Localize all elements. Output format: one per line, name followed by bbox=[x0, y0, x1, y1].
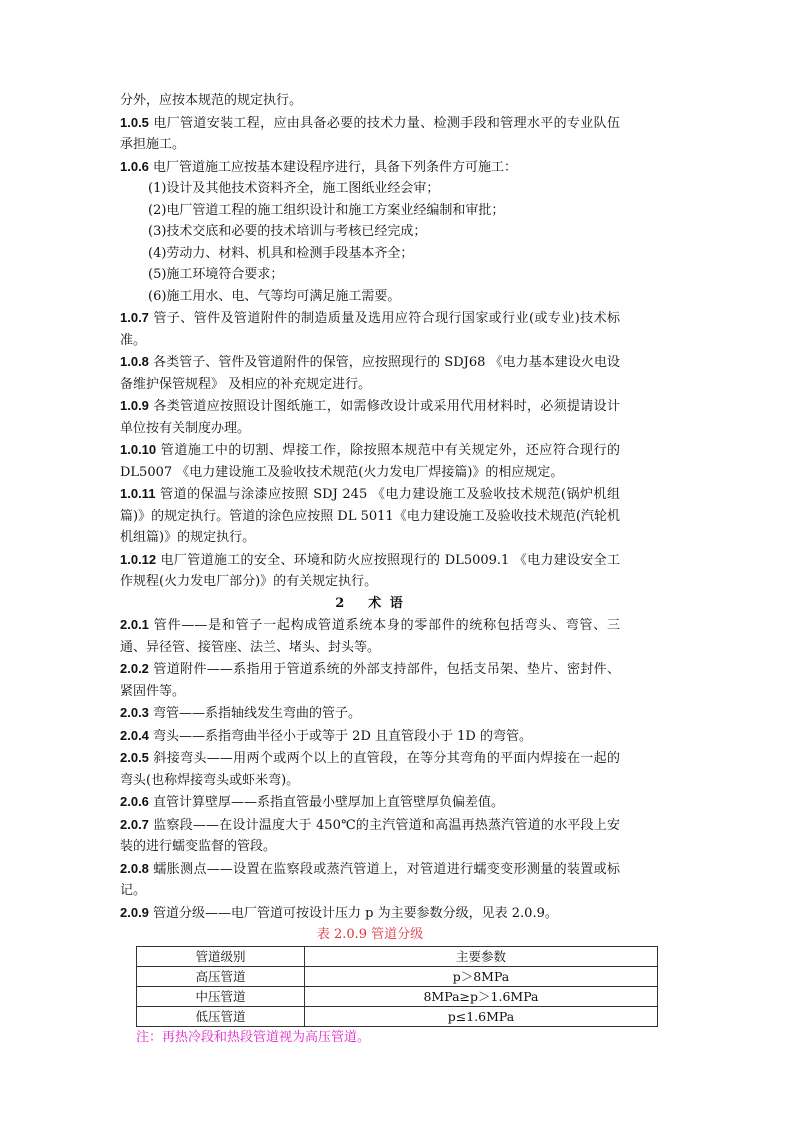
clause-number: 1.0.7 bbox=[120, 310, 149, 325]
term-text: 斜接弯头——用两个或两个以上的直管段，在等分其弯角的平面内焊接在一起的弯头(也称焊接弯头或虾米弯)。 bbox=[120, 751, 620, 788]
term-paragraph bbox=[120, 658, 620, 702]
term-number: 2.0.7 bbox=[120, 816, 149, 832]
clause-text: 电厂管道安装工程，应由具备必要的技术力量、检测手段和管理水平的专业队伍承担施工。 bbox=[120, 115, 620, 152]
table-header-row bbox=[137, 946, 658, 966]
term-number: 2.0.8 bbox=[120, 860, 149, 876]
table-row bbox=[137, 966, 658, 986]
condition-item: (6)施工用水、电、气等均可满足施工需要。 bbox=[148, 288, 401, 304]
term-paragraph bbox=[120, 614, 620, 658]
clause-number: 1.0.11 bbox=[120, 486, 156, 501]
table-caption: 表 2.0.9 管道分级 bbox=[316, 927, 424, 942]
table-cell: 高压管道 bbox=[137, 966, 305, 986]
table-cell: 8MPa≥p＞1.6MPa bbox=[304, 986, 657, 1006]
table-cell: p＞8MPa bbox=[304, 966, 657, 986]
term-number: 2.0.1 bbox=[120, 617, 149, 632]
document-page bbox=[120, 90, 620, 1048]
table-header-cell: 主要参数 bbox=[304, 946, 657, 966]
condition-item: (3)技术交底和必要的技术培训与考核已经完成； bbox=[148, 224, 427, 239]
term-number: 2.0.4 bbox=[120, 727, 149, 743]
clause-text: 管子、管件及管道附件的制造质量及选用应符合现行国家或行业(或专业)技术标准。 bbox=[120, 311, 620, 348]
clause-text: 管道施工中的切割、焊接工作，除按照本规范中有关规定外，还应符合现行的 DL5007 《电力建设施工及验收技术规范(火力发电厂焊接篇)》的相应规定。 bbox=[120, 443, 620, 480]
clause-paragraph bbox=[120, 395, 620, 439]
table-cell: 低压管道 bbox=[137, 1006, 305, 1026]
term-text: 管件——是和管子一起构成管道系统本身的零部件的统称包括弯头、弯管、三通、异径管、接管座、法兰、堵头、封头等。 bbox=[120, 618, 620, 655]
clause-text: 各类管子、管件及管道附件的保管，应按照现行的 SDJ68 《电力基本建设火电设备维护保管规程》 及相应的补充规定进行。 bbox=[120, 355, 620, 392]
term-text: 监察段——在设计温度大于 450℃的主汽管道和高温再热蒸汽管道的水平段上安装的进行蠕变监督的管段。 bbox=[120, 817, 620, 854]
table-row bbox=[137, 986, 658, 1006]
condition-item: (1)设计及其他技术资料齐全，施工图纸业经会审； bbox=[148, 181, 440, 196]
clause-paragraph bbox=[120, 483, 620, 549]
intro-paragraph: 分外，应按本规范的规定执行。 bbox=[120, 93, 303, 108]
table-cell: p≤1.6MPa bbox=[304, 1006, 657, 1026]
section-number: 2 bbox=[335, 595, 347, 611]
pipe-class-table bbox=[136, 946, 658, 1027]
term-number: 2.0.6 bbox=[120, 794, 149, 809]
clauses-group-b bbox=[120, 307, 620, 593]
clause-paragraph bbox=[120, 307, 620, 351]
term-text: 管道附件——系指用于管道系统的外部支持部件，包括支吊架、垫片、密封件、紧固件等。 bbox=[120, 662, 620, 699]
table-note: 注：再热冷段和热段管道视为高压管道。 bbox=[136, 1029, 371, 1045]
term-text: 弯头——系指弯曲半径小于或等于 2D 且直管段小于 1D 的弯管。 bbox=[148, 728, 532, 744]
term-paragraph bbox=[120, 858, 620, 902]
table-row bbox=[137, 1006, 658, 1026]
term-paragraph bbox=[120, 814, 620, 858]
clause-text: 各类管道应按照设计图纸施工，如需修改设计或采用代用材料时，必须提请设计单位按有关制度办理。 bbox=[120, 399, 620, 436]
section-heading bbox=[120, 593, 620, 615]
term-paragraph bbox=[120, 702, 620, 725]
term-paragraph bbox=[120, 725, 620, 748]
clause-number: 1.0.12 bbox=[120, 551, 157, 567]
term-number: 2.0.5 bbox=[120, 750, 149, 765]
clauses-group-a bbox=[120, 112, 620, 179]
table-cell: 中压管道 bbox=[137, 986, 305, 1006]
clause-number: 1.0.5 bbox=[120, 114, 149, 130]
term-paragraph bbox=[120, 902, 620, 925]
clause-text: 电厂管道施工的安全、环境和防火应按照现行的 DL5009.1 《电力建设安全工作规程(火力发电厂部分)》的有关规定执行。 bbox=[120, 552, 620, 589]
clause-text: 管道的保温与涂漆应按照 SDJ 245 《电力建设施工及验收技术规范(锅炉机组篇)》的规定执行。管道的涂色应按照 DL 5011《电力建设施工及验收技术规范(汽轮机机组篇)》的规定执行。 bbox=[120, 487, 620, 545]
term-number: 2.0.9 bbox=[120, 904, 149, 920]
terms-list bbox=[120, 614, 620, 924]
clause-number: 1.0.10 bbox=[120, 442, 157, 457]
term-number: 2.0.3 bbox=[120, 705, 149, 720]
clause-paragraph bbox=[120, 156, 620, 179]
term-paragraph bbox=[120, 791, 620, 814]
clause-paragraph bbox=[120, 549, 620, 593]
term-paragraph bbox=[120, 747, 620, 791]
term-text: 管道分级——电厂管道可按设计压力 p 为主要参数分级，见表 2.0.9。 bbox=[148, 905, 558, 921]
clause-number: 1.0.9 bbox=[120, 398, 149, 413]
clause-text: 电厂管道施工应按基本建设程序进行，具备下列条件方可施工： bbox=[148, 159, 518, 175]
term-text: 直管计算壁厚——系指直管最小壁厚加上直管壁厚负偏差值。 bbox=[148, 795, 505, 810]
term-text: 蠕胀测点——设置在监察段或蒸汽管道上，对管道进行蠕变变形测量的装置或标记。 bbox=[120, 861, 620, 898]
term-text: 弯管——系指轴线发生弯曲的管子。 bbox=[148, 706, 362, 721]
condition-item: (4)劳动力、材料、机具和检测手段基本齐全； bbox=[148, 245, 414, 261]
conditions-list bbox=[120, 178, 620, 307]
section-title: 术 语 bbox=[368, 595, 405, 611]
clause-number: 1.0.6 bbox=[120, 158, 149, 174]
term-number: 2.0.2 bbox=[120, 661, 149, 676]
clause-number: 1.0.8 bbox=[120, 354, 149, 369]
clause-paragraph bbox=[120, 439, 620, 483]
table-header-cell: 管道级别 bbox=[137, 946, 305, 966]
clause-paragraph bbox=[120, 112, 620, 156]
condition-item: (5)施工环境符合要求； bbox=[148, 267, 284, 282]
condition-item: (2)电厂管道工程的施工组织设计和施工方案业经编制和审批； bbox=[148, 202, 505, 218]
clause-paragraph bbox=[120, 351, 620, 395]
